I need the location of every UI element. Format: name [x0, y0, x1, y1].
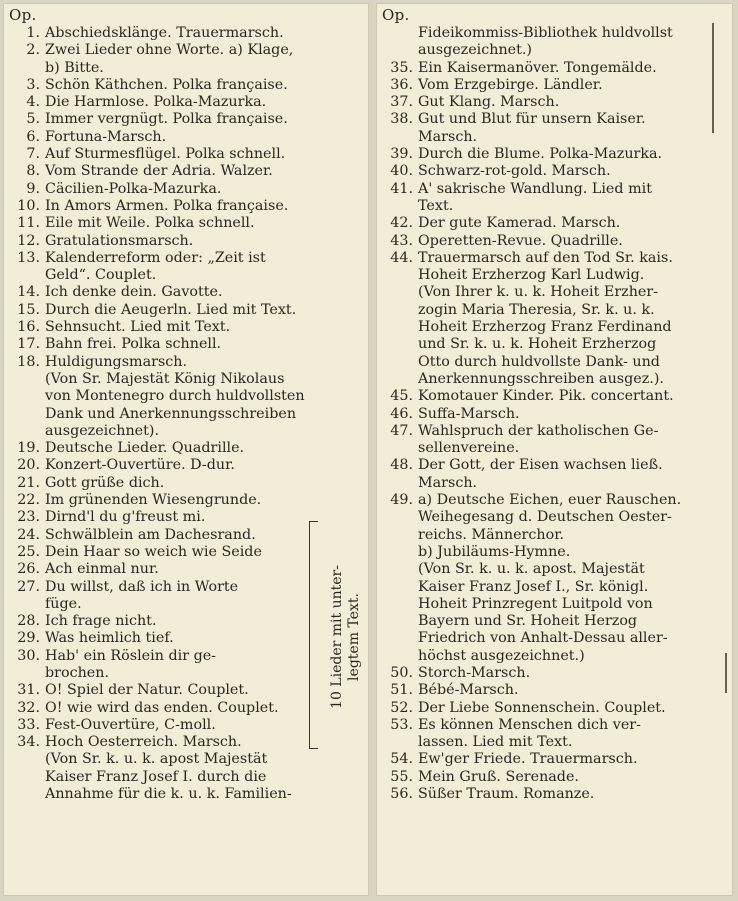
opus-number: 37.: [390, 94, 413, 111]
opus-number: 29.: [17, 630, 40, 647]
work-entry: [376, 94, 733, 111]
work-entry: [376, 77, 733, 94]
opus-number: 35.: [390, 59, 413, 76]
right-clipping: [376, 3, 733, 896]
work-entry: [3, 146, 369, 163]
opus-number: 49.: [390, 492, 413, 509]
work-title: Gut Klang. Marsch.: [418, 94, 560, 111]
work-title: Gratulationsmarsch.: [45, 232, 194, 249]
opus-number: 56.: [390, 786, 413, 803]
opus-number: 44.: [390, 249, 413, 266]
work-entry: [376, 146, 733, 163]
work-entry: [3, 25, 369, 42]
work-title: Ach einmal nur.: [45, 561, 159, 578]
work-entry: [376, 700, 733, 717]
fold-mark: [712, 23, 714, 133]
work-title: Durch die Aeugerln. Lied mit Text.: [45, 301, 297, 318]
work-title: Bébé-Marsch.: [418, 682, 519, 699]
work-title: Komotauer Kinder. Pik. concertant.: [418, 388, 674, 405]
work-title: Dein Haar so weich wie Seide: [45, 543, 262, 560]
continuation-text: Fideikommiss-Bibliothek huldvollst ausgezeichnet.): [418, 25, 673, 59]
bracket-note-text: 10 Lieder mit unter- legtem Text.: [329, 565, 362, 709]
left-op-header: Op.: [9, 6, 37, 24]
work-entry: [376, 457, 733, 492]
opus-number: 46.: [390, 405, 413, 422]
work-title: O! wie wird das enden. Couplet.: [45, 699, 279, 716]
work-title: Schön Käthchen. Polka française.: [45, 76, 288, 93]
work-entry: [3, 336, 369, 353]
work-title: Schwälblein am Dachesrand.: [45, 526, 256, 543]
work-title: Immer vergnügt. Polka française.: [45, 111, 288, 128]
work-entry: [376, 717, 733, 752]
opus-number: 32.: [17, 699, 40, 716]
work-entry: [3, 319, 369, 336]
opus-number: 42.: [390, 215, 413, 232]
work-title: Vom Erzgebirge. Ländler.: [418, 76, 603, 93]
work-title: Der Gott, der Eisen wachsen ließ. Marsch.: [418, 457, 663, 491]
work-title: Schwarz-rot-gold. Marsch.: [418, 163, 611, 180]
work-title: Ein Kaisermanöver. Tongemälde.: [418, 59, 657, 76]
work-entry: [376, 111, 733, 146]
work-entry: [3, 94, 369, 111]
songs-bracket-note: [307, 521, 369, 751]
work-title: Süßer Traum. Romanze.: [418, 786, 595, 803]
work-entry: [376, 769, 733, 786]
opus-number: 20.: [17, 457, 40, 474]
work-title: Die Harmlose. Polka-Mazurka.: [45, 94, 267, 111]
work-title: Gott grüße dich.: [45, 474, 165, 491]
work-entry: [376, 751, 733, 768]
work-entry: [376, 665, 733, 682]
opus-number: 25.: [17, 543, 40, 560]
work-title: Vom Strande der Adria. Walzer.: [45, 163, 273, 180]
work-title: Fest-Ouvertüre, C-moll.: [45, 716, 216, 733]
fold-mark: [725, 653, 727, 693]
opus-number: 55.: [390, 768, 413, 785]
opus-number: 47.: [390, 422, 413, 439]
work-title: Dirnd'l du g'freust mi.: [45, 509, 206, 526]
opus-number: 23.: [17, 509, 40, 526]
work-title: Ich frage nicht.: [45, 613, 157, 630]
opus-number: 18.: [17, 353, 40, 370]
work-title: Ew'ger Friede. Trauermarsch.: [418, 751, 638, 768]
opus-number: 7.: [26, 146, 40, 163]
work-title: Du willst, daß ich in Worte füge.: [45, 578, 239, 612]
opus-number: 26.: [17, 561, 40, 578]
work-entry: [3, 198, 369, 215]
work-title: Durch die Blume. Polka-Mazurka.: [418, 146, 663, 163]
work-title: Cäcilien-Polka-Mazurka.: [45, 180, 222, 197]
opus-number: 53.: [390, 716, 413, 733]
work-title: Bahn frei. Polka schnell.: [45, 336, 222, 353]
work-title: Auf Sturmesflügel. Polka schnell.: [45, 146, 286, 163]
work-entry: [3, 250, 369, 285]
work-entry: [376, 60, 733, 77]
opus-number: 52.: [390, 699, 413, 716]
work-entry: [376, 423, 733, 458]
work-entry: [3, 354, 369, 440]
work-title: Suffa-Marsch.: [418, 405, 520, 422]
opus-number: 38.: [390, 111, 413, 128]
opus-number: 51.: [390, 682, 413, 699]
opus-number: 15.: [17, 301, 40, 318]
work-entry: [376, 388, 733, 405]
work-title: Hoch Oesterreich. Marsch. (Von Sr. k. u. k. apost Majestät Kaiser Franz Josef I. durch die Annahme für die k. u. k. Familien-: [45, 734, 292, 803]
work-title: Storch-Marsch.: [418, 664, 531, 681]
work-entry: [3, 129, 369, 146]
opus-number: 34.: [17, 734, 40, 751]
work-title: Im grünenden Wiesengrunde.: [45, 492, 262, 509]
work-title: Operetten-Revue. Quadrille.: [418, 232, 623, 249]
opus-number: 40.: [390, 163, 413, 180]
opus-number: 22.: [17, 492, 40, 509]
work-title: Fortuna-Marsch.: [45, 128, 167, 145]
work-title: Deutsche Lieder. Quadrille.: [45, 440, 245, 457]
work-entry: [376, 163, 733, 180]
work-title: Es können Menschen dich ver- lassen. Lied mit Text.: [418, 716, 641, 751]
work-entry: [3, 457, 369, 474]
work-entry: [3, 233, 369, 250]
opus-number: 33.: [17, 716, 40, 733]
work-entry: [3, 163, 369, 180]
right-work-list: [376, 60, 733, 804]
opus-number: 2.: [26, 42, 40, 59]
work-title: Gut und Blut für unsern Kaiser. Marsch.: [418, 111, 646, 145]
work-entry: [3, 181, 369, 198]
work-entry: [3, 215, 369, 232]
opus-number: 48.: [390, 457, 413, 474]
work-title: Mein Gruß. Serenade.: [418, 768, 579, 785]
opus-number: 4.: [26, 94, 40, 111]
opus-number: 31.: [17, 682, 40, 699]
opus-number: 6.: [26, 128, 40, 145]
work-title: Sehnsucht. Lied mit Text.: [45, 319, 231, 336]
work-entry: [376, 215, 733, 232]
opus-number: 39.: [390, 146, 413, 163]
opus-number: 50.: [390, 664, 413, 681]
work-entry: [376, 682, 733, 699]
work-entry: [3, 111, 369, 128]
opus-number: 28.: [17, 613, 40, 630]
opus-number: 45.: [390, 388, 413, 405]
work-entry: [376, 786, 733, 803]
work-title: In Amors Armen. Polka française.: [45, 197, 289, 214]
work-entry: [376, 181, 733, 216]
work-title: a) Deutsche Eichen, euer Rauschen. Weihegesang d. Deutschen Oester- reichs. Männerchor. b) Jubiläums-Hymne. (Von Sr. k. u. k. apost. Majestät Kaiser Franz Josef I., Sr. königl. Hoheit Prinzregent Luitpold von Bayern und Sr. Hoheit Herzog Friedrich von Anhalt-Dessau aller- höchst ausgezeichnet.): [418, 492, 682, 664]
opus-number: 21.: [17, 474, 40, 491]
opus-number: 16.: [17, 319, 40, 336]
opus-number: 8.: [26, 163, 40, 180]
work-entry: [376, 250, 733, 388]
opus-number: 12.: [17, 232, 40, 249]
opus-number: 3.: [26, 76, 40, 93]
opus-number: 17.: [17, 336, 40, 353]
work-title: Eile mit Weile. Polka schnell.: [45, 215, 255, 232]
opus-number: 30.: [17, 647, 40, 664]
opus-number: 1.: [26, 25, 40, 41]
work-title: Huldigungsmarsch. (Von Sr. Majestät König Nikolaus von Montenegro durch huldvollsten Dank und Anerkennungsschreiben ausgezeichnet).: [45, 353, 305, 439]
opus-number: 19.: [17, 440, 40, 457]
work-title: A' sakrische Wandlung. Lied mit Text.: [418, 180, 652, 214]
opus-number: 43.: [390, 232, 413, 249]
work-title: Abschiedsklänge. Trauermarsch.: [45, 25, 284, 41]
work-entry: [376, 492, 733, 665]
work-title: Kalenderreform oder: „Zeit ist Geld“. Couplet.: [45, 249, 266, 284]
right-op-header: Op.: [382, 6, 410, 24]
opus-number: 11.: [17, 215, 40, 232]
work-entry: [3, 42, 369, 77]
opus-number: 5.: [26, 111, 40, 128]
work-title: Zwei Lieder ohne Worte. a) Klage, b) Bitte.: [45, 42, 294, 76]
work-title: Was heimlich tief.: [45, 630, 174, 647]
opus-number: 9.: [26, 180, 40, 197]
bracket-line: [309, 521, 318, 749]
work-title: Wahlspruch der katholischen Ge- sellenvereine.: [418, 422, 659, 457]
opus-number: 13.: [17, 249, 40, 266]
opus-number: 14.: [17, 284, 40, 301]
work-title: Der gute Kamerad. Marsch.: [418, 215, 621, 232]
work-title: O! Spiel der Natur. Couplet.: [45, 682, 249, 699]
opus-number: 36.: [390, 76, 413, 93]
work-title: Trauermarsch auf den Tod Sr. kais. Hoheit Erzherzog Karl Ludwig. (Von Ihrer k. u. k. Hoheit Erzher- zogin Maria Theresia, Sr. k. u. k. Hoheit Erzherzog Franz Ferdinand und Sr. k. u. k. Hoheit Erzherzog Otto durch huldvollste Dank- und Anerkennungsschreiben ausgez.).: [418, 249, 673, 387]
work-entry: [3, 302, 369, 319]
work-entry: [376, 406, 733, 423]
work-title: Der Liebe Sonnenschein. Couplet.: [418, 699, 666, 716]
work-entry: [3, 440, 369, 457]
work-entry: [3, 284, 369, 301]
opus-number: 10.: [17, 197, 40, 214]
opus-number: 54.: [390, 751, 413, 768]
work-title: Ich denke dein. Gavotte.: [45, 284, 223, 301]
work-title: Konzert-Ouvertüre. D-dur.: [45, 457, 235, 474]
work-entry: [3, 475, 369, 492]
work-entry: [3, 492, 369, 509]
work-entry: [376, 233, 733, 250]
work-entry: [3, 77, 369, 94]
opus-number: 27.: [17, 578, 40, 595]
left-clipping: [3, 3, 369, 896]
work-title: Hab' ein Röslein dir ge- brochen.: [45, 647, 217, 681]
opus-number: 24.: [17, 526, 40, 543]
opus-number: 41.: [390, 180, 413, 197]
